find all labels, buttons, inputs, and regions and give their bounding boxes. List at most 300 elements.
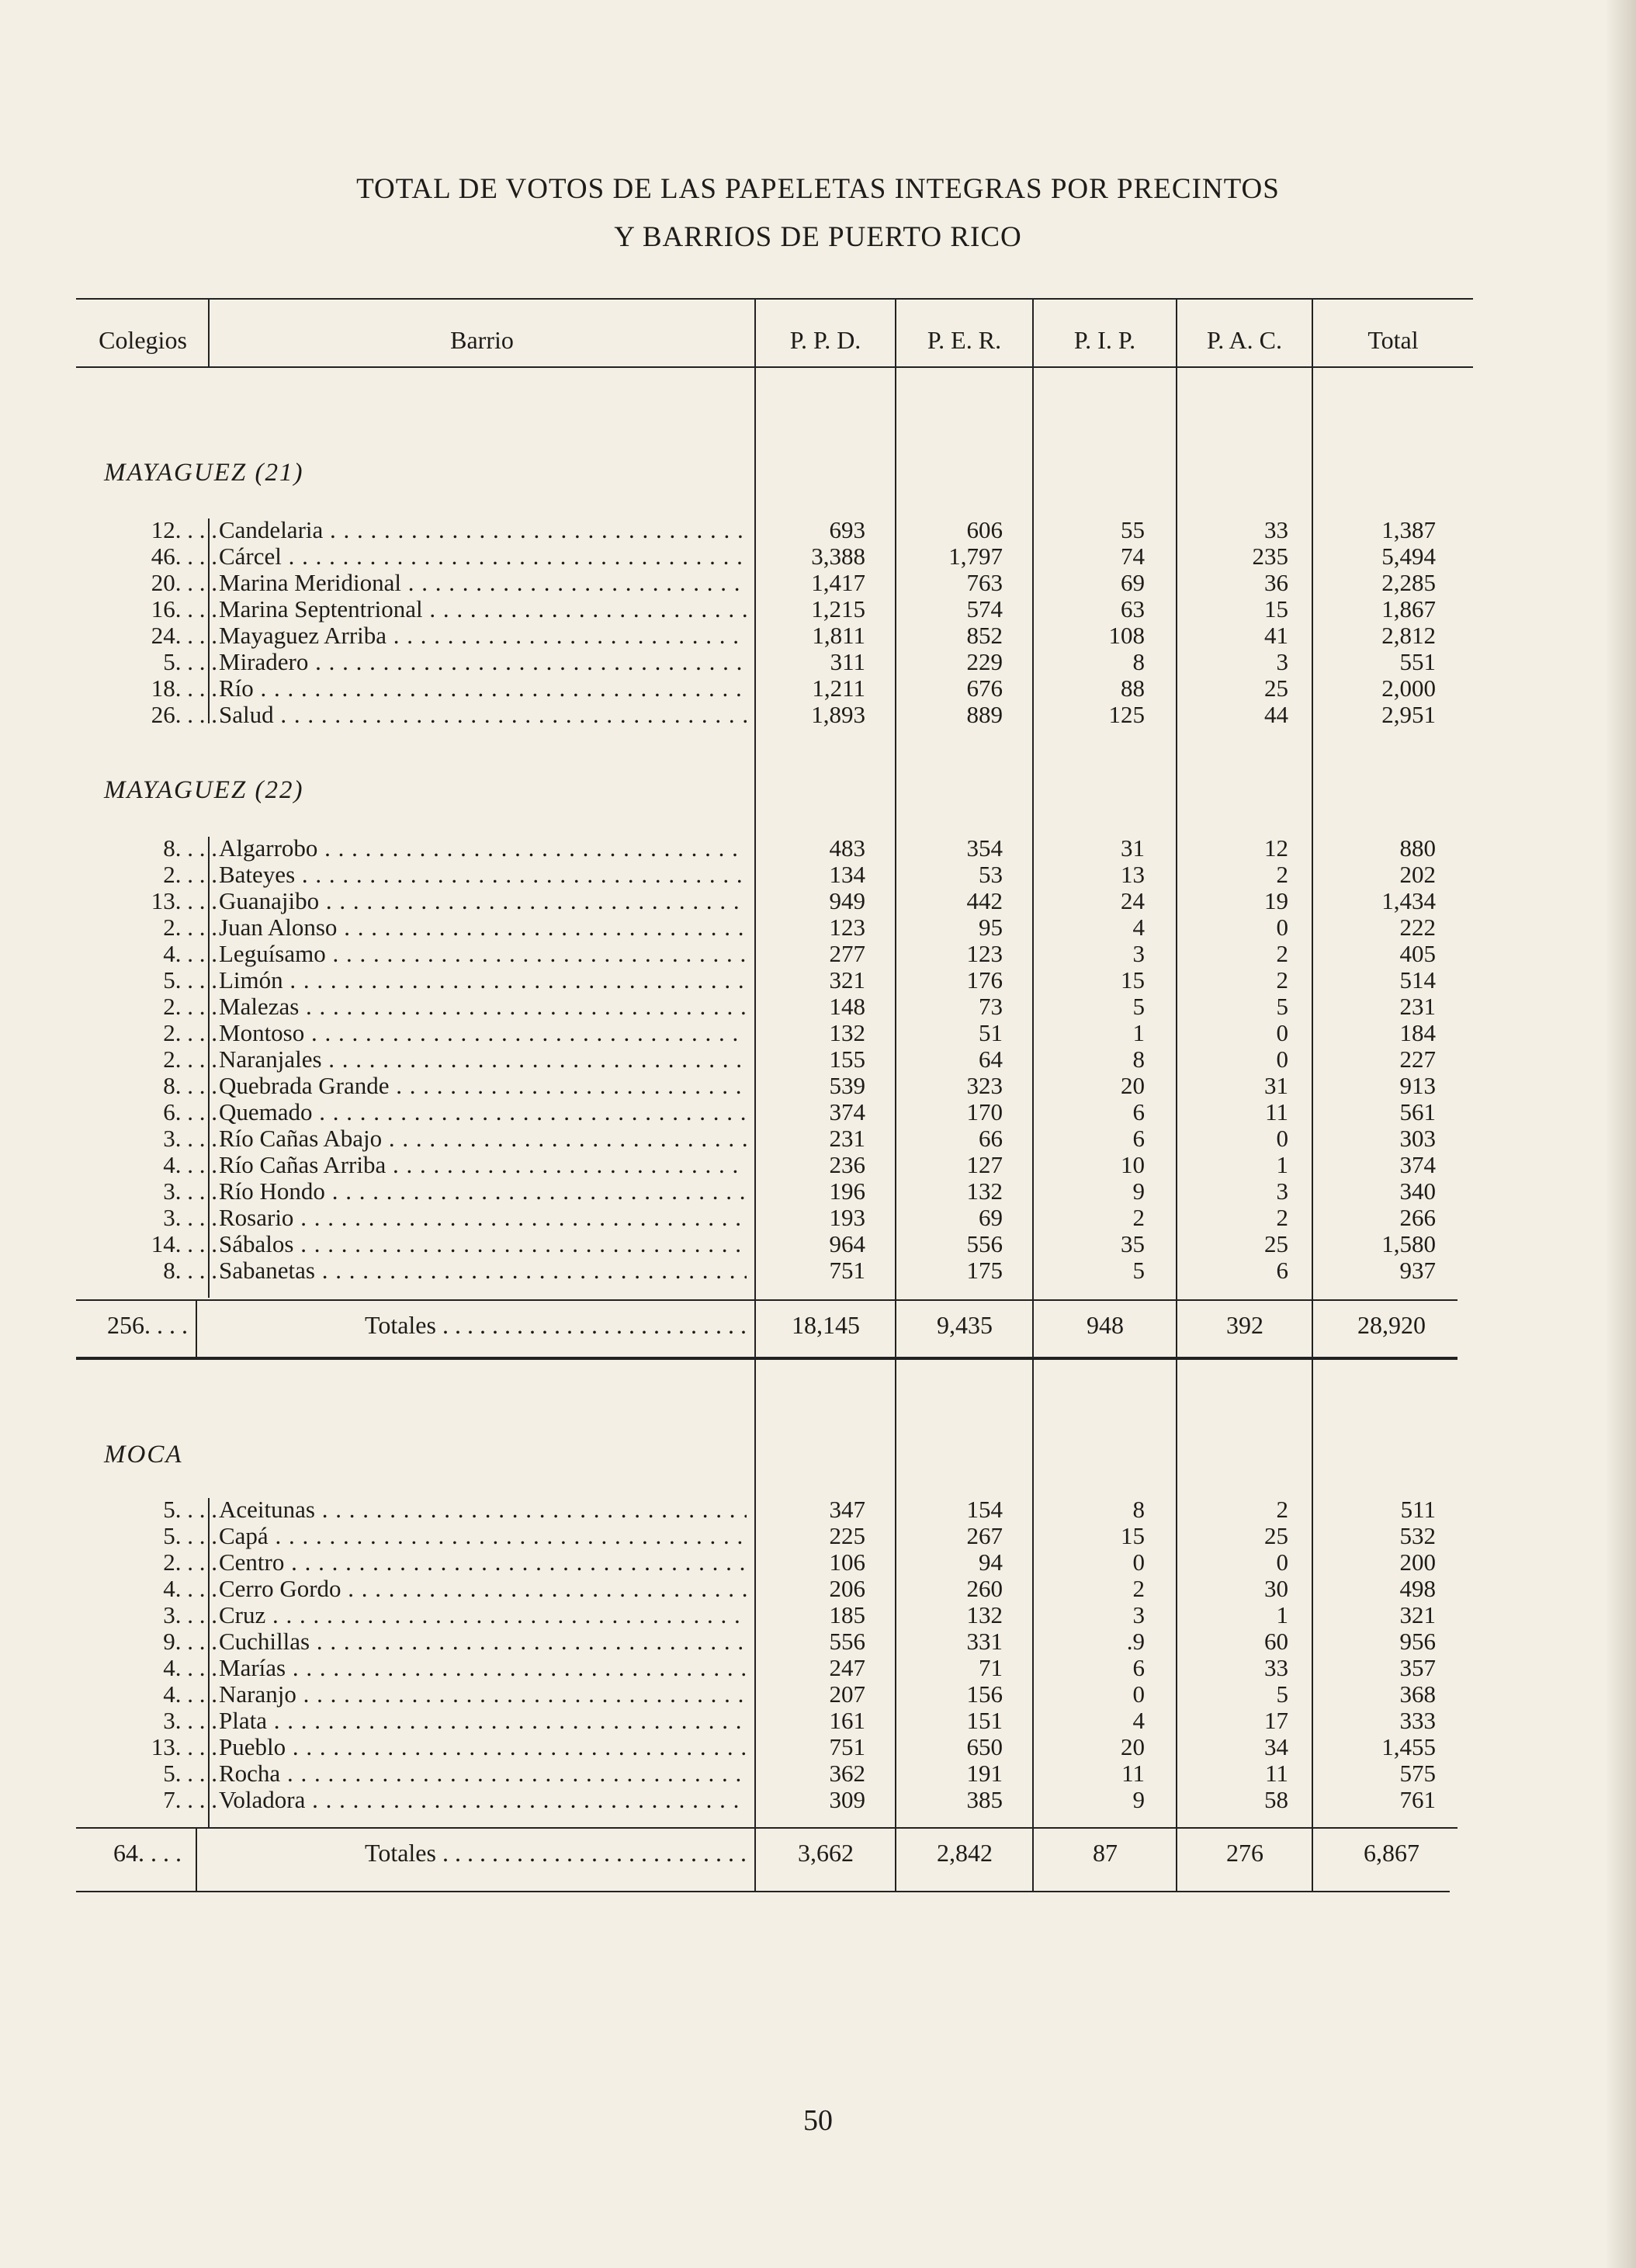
barrio-cell: Malezas . . .	[219, 994, 747, 1020]
ppd-cell: 751	[829, 1733, 865, 1760]
per-cell: 385	[966, 1786, 1003, 1813]
total-cell: 200	[1399, 1548, 1436, 1576]
table-row	[0, 1046, 1636, 1073]
barrio-cell: Rocha . . .	[219, 1760, 747, 1787]
barrio-cell: Marina Septentrional . . .	[219, 596, 747, 622]
barrio-cell: Algarrobo . . .	[219, 835, 747, 862]
totals-pac: 276	[1226, 1839, 1263, 1867]
totals-per: 2,842	[937, 1839, 993, 1867]
per-cell: 132	[966, 1601, 1003, 1628]
header-top-rule	[76, 298, 1473, 300]
pip-cell: 3	[1132, 940, 1145, 967]
ppd-cell: 193	[829, 1204, 865, 1231]
barrio-cell: Pueblo . . .	[219, 1734, 747, 1760]
table-row	[0, 1787, 1636, 1813]
pac-cell: 33	[1264, 516, 1288, 543]
barrio-cell: Naranjo . . .	[219, 1681, 747, 1708]
pac-cell: 0	[1276, 1046, 1288, 1073]
total-cell: 266	[1399, 1204, 1436, 1231]
pip-cell: 15	[1121, 1522, 1145, 1549]
table-row	[0, 1496, 1636, 1523]
table-row	[0, 914, 1636, 941]
section-title: MOCA	[104, 1441, 183, 1469]
pip-cell: 55	[1121, 516, 1145, 543]
pac-cell: 5	[1276, 993, 1288, 1020]
total-cell: 227	[1399, 1046, 1436, 1073]
per-cell: 53	[979, 861, 1003, 888]
ppd-cell: 374	[829, 1098, 865, 1125]
barrio-cell: Cerro Gordo . . .	[219, 1576, 747, 1602]
per-cell: 606	[966, 516, 1003, 543]
barrio-cell: Río Cañas Arriba . . .	[219, 1152, 747, 1178]
pip-cell: 69	[1121, 569, 1145, 596]
per-cell: 156	[966, 1680, 1003, 1708]
pac-cell: 2	[1276, 966, 1288, 994]
total-cell: 405	[1399, 940, 1436, 967]
pac-cell: 12	[1264, 834, 1288, 862]
pip-cell: 3	[1132, 1601, 1145, 1628]
table-row	[0, 1602, 1636, 1628]
table-row	[0, 1125, 1636, 1152]
pip-cell: 9	[1132, 1177, 1145, 1205]
table-row	[0, 862, 1636, 888]
colegios-cell: 3. . . .	[163, 1177, 217, 1205]
total-cell: 1,867	[1381, 595, 1436, 622]
total-cell: 231	[1399, 993, 1436, 1020]
table-row	[0, 517, 1636, 543]
pip-cell: 20	[1121, 1733, 1145, 1760]
barrio-cell: Voladora . . .	[219, 1787, 747, 1813]
pip-cell: 31	[1121, 834, 1145, 862]
per-cell: 260	[966, 1575, 1003, 1602]
ppd-cell: 693	[829, 516, 865, 543]
pip-cell: .9	[1126, 1628, 1145, 1655]
per-cell: 176	[966, 966, 1003, 994]
ppd-cell: 1,811	[812, 622, 865, 649]
colegios-cell: 6. . . .	[163, 1098, 217, 1125]
colegios-cell: 8. . . .	[163, 1257, 217, 1284]
barrio-cell: Marina Meridional . . .	[219, 570, 747, 596]
per-cell: 574	[966, 595, 1003, 622]
totals-row	[0, 1309, 1636, 1340]
ppd-cell: 556	[829, 1628, 865, 1655]
pip-cell: 5	[1132, 993, 1145, 1020]
total-cell: 340	[1399, 1177, 1436, 1205]
pip-cell: 35	[1121, 1230, 1145, 1257]
table-row	[0, 1257, 1636, 1284]
pac-cell: 25	[1264, 675, 1288, 702]
pac-cell: 30	[1264, 1575, 1288, 1602]
ppd-cell: 1,417	[811, 569, 865, 596]
colegios-cell: 7. . . .	[163, 1786, 217, 1813]
table-row	[0, 1099, 1636, 1125]
total-cell: 880	[1399, 834, 1436, 862]
ppd-cell: 483	[829, 834, 865, 862]
header-per: P. E. R.	[927, 326, 1002, 354]
pip-cell: 20	[1121, 1072, 1145, 1099]
per-cell: 354	[966, 834, 1003, 862]
ppd-cell: 949	[829, 887, 865, 914]
total-cell: 514	[1399, 966, 1436, 994]
per-cell: 69	[979, 1204, 1003, 1231]
totals-colegios: 64. . . .	[113, 1839, 182, 1867]
ppd-cell: 123	[829, 914, 865, 941]
barrio-cell: Cuchillas . . .	[219, 1628, 747, 1655]
pac-cell: 2	[1276, 1204, 1288, 1231]
per-cell: 94	[979, 1548, 1003, 1576]
per-cell: 175	[966, 1257, 1003, 1284]
total-cell: 222	[1399, 914, 1436, 941]
pac-cell: 15	[1264, 595, 1288, 622]
totals1-top-rule	[76, 1299, 1457, 1301]
table-row	[0, 1655, 1636, 1681]
colegios-cell: 46. . . .	[151, 543, 217, 570]
pac-cell: 33	[1264, 1654, 1288, 1681]
colegios-cell: 2. . . .	[163, 1019, 217, 1046]
pac-cell: 34	[1264, 1733, 1288, 1760]
colegios-cell: 3. . . .	[163, 1125, 217, 1152]
ppd-cell: 148	[829, 993, 865, 1020]
pac-cell: 0	[1276, 1019, 1288, 1046]
barrio-cell: Montoso . . .	[219, 1020, 747, 1046]
ppd-cell: 196	[829, 1177, 865, 1205]
pip-cell: 8	[1132, 1046, 1145, 1073]
total-cell: 956	[1399, 1628, 1436, 1655]
totals-label: Totales . . .	[365, 1837, 753, 1868]
total-cell: 532	[1399, 1522, 1436, 1549]
per-cell: 556	[966, 1230, 1003, 1257]
barrio-cell: Miradero . . .	[219, 649, 747, 675]
total-cell: 202	[1399, 861, 1436, 888]
pip-cell: 6	[1132, 1654, 1145, 1681]
total-cell: 937	[1399, 1257, 1436, 1284]
total-cell: 561	[1399, 1098, 1436, 1125]
colegios-cell: 4. . . .	[163, 1575, 217, 1602]
table-row	[0, 543, 1636, 570]
barrio-cell: Guanajibo . . .	[219, 888, 747, 914]
per-cell: 64	[979, 1046, 1003, 1073]
pac-cell: 19	[1264, 887, 1288, 914]
colegios-cell: 4. . . .	[163, 1654, 217, 1681]
totals-total: 28,920	[1357, 1311, 1426, 1339]
totals-pip: 948	[1087, 1311, 1124, 1339]
table-row	[0, 967, 1636, 994]
total-cell: 1,580	[1381, 1230, 1436, 1257]
ppd-cell: 206	[829, 1575, 865, 1602]
per-cell: 170	[966, 1098, 1003, 1125]
pac-cell: 2	[1276, 940, 1288, 967]
pip-cell: 74	[1121, 543, 1145, 570]
barrio-cell: Quebrada Grande . . .	[219, 1073, 747, 1099]
ppd-cell: 751	[829, 1257, 865, 1284]
ppd-cell: 1,211	[812, 675, 865, 702]
colegios-cell: 13. . . .	[151, 1733, 217, 1760]
header-total: Total	[1367, 326, 1419, 354]
pip-cell: 8	[1132, 648, 1145, 675]
colegios-cell: 5. . . .	[163, 648, 217, 675]
per-cell: 154	[966, 1496, 1003, 1523]
pip-cell: 15	[1121, 966, 1145, 994]
barrio-cell: Marías . . .	[219, 1655, 747, 1681]
colegios-cell: 18. . . .	[151, 675, 217, 702]
header-ppd: P. P. D.	[789, 326, 861, 354]
header-pip: P. I. P.	[1073, 326, 1136, 354]
per-cell: 323	[966, 1072, 1003, 1099]
totals-colegios: 256. . . .	[107, 1311, 188, 1339]
per-cell: 127	[966, 1151, 1003, 1178]
pac-cell: 11	[1265, 1098, 1288, 1125]
per-cell: 73	[979, 993, 1003, 1020]
pac-cell: 60	[1264, 1628, 1288, 1655]
totals-pip: 87	[1093, 1839, 1118, 1867]
pac-cell: 6	[1276, 1257, 1288, 1284]
per-cell: 132	[966, 1177, 1003, 1205]
pip-cell: 2	[1132, 1204, 1145, 1231]
per-cell: 267	[966, 1522, 1003, 1549]
per-cell: 151	[966, 1707, 1003, 1734]
barrio-cell: Centro . . .	[219, 1549, 747, 1576]
total-cell: 184	[1399, 1019, 1436, 1046]
table-row	[0, 1549, 1636, 1576]
ppd-cell: 311	[830, 648, 865, 675]
barrio-cell: Sábalos . . .	[219, 1231, 747, 1257]
colegios-cell: 3. . . .	[163, 1707, 217, 1734]
colegios-cell: 5. . . .	[163, 966, 217, 994]
total-cell: 357	[1399, 1654, 1436, 1681]
per-cell: 442	[966, 887, 1003, 914]
pac-cell: 31	[1264, 1072, 1288, 1099]
colegios-cell: 16. . . .	[151, 595, 217, 622]
section-title: MAYAGUEZ (22)	[104, 776, 304, 804]
barrio-cell: Cruz . . .	[219, 1602, 747, 1628]
barrio-cell: Naranjales . . .	[219, 1046, 747, 1073]
table-row	[0, 649, 1636, 675]
pip-cell: 88	[1121, 675, 1145, 702]
pac-cell: 44	[1264, 701, 1288, 728]
per-cell: 51	[979, 1019, 1003, 1046]
colegios-cell: 3. . . .	[163, 1601, 217, 1628]
total-cell: 321	[1399, 1601, 1436, 1628]
table-row	[0, 596, 1636, 622]
pac-cell: 11	[1265, 1760, 1288, 1787]
totals-ppd: 18,145	[792, 1311, 860, 1339]
per-cell: 71	[979, 1654, 1003, 1681]
table-bottom-rule	[76, 1891, 1450, 1892]
barrio-cell: Aceitunas . . .	[219, 1496, 747, 1523]
total-cell: 761	[1399, 1786, 1436, 1813]
barrio-cell: Quemado . . .	[219, 1099, 747, 1125]
table-row	[0, 1760, 1636, 1787]
ppd-cell: 321	[829, 966, 865, 994]
pac-cell: 2	[1276, 861, 1288, 888]
totals1-bottom-rule	[76, 1357, 1457, 1360]
colegios-cell: 20. . . .	[151, 569, 217, 596]
table-row	[0, 675, 1636, 702]
table-row	[0, 1681, 1636, 1708]
totals-pac: 392	[1226, 1311, 1263, 1339]
total-cell: 303	[1399, 1125, 1436, 1152]
table-title-line1: TOTAL DE VOTOS DE LAS PAPELETAS INTEGRAS POR PRECINTOS	[356, 173, 1280, 205]
ppd-cell: 134	[829, 861, 865, 888]
pac-cell: 1	[1276, 1151, 1288, 1178]
pac-cell: 0	[1276, 1125, 1288, 1152]
colegios-cell: 2. . . .	[163, 914, 217, 941]
total-cell: 374	[1399, 1151, 1436, 1178]
per-cell: 229	[966, 648, 1003, 675]
colegios-cell: 26. . . .	[151, 701, 217, 728]
colegios-cell: 12. . . .	[151, 516, 217, 543]
table-row	[0, 835, 1636, 862]
colegios-cell: 14. . . .	[151, 1230, 217, 1257]
table-row	[0, 1523, 1636, 1549]
ppd-cell: 347	[829, 1496, 865, 1523]
per-cell: 123	[966, 940, 1003, 967]
total-cell: 1,387	[1381, 516, 1436, 543]
totals-total: 6,867	[1364, 1839, 1419, 1867]
pac-cell: 25	[1264, 1230, 1288, 1257]
table-row	[0, 994, 1636, 1020]
pac-cell: 36	[1264, 569, 1288, 596]
total-cell: 2,812	[1381, 622, 1436, 649]
totals-row	[0, 1837, 1636, 1868]
totals-label: Totales . . .	[365, 1309, 753, 1340]
total-cell: 333	[1399, 1707, 1436, 1734]
table-row	[0, 1628, 1636, 1655]
pip-cell: 108	[1108, 622, 1145, 649]
pip-cell: 125	[1108, 701, 1145, 728]
table-row	[0, 1205, 1636, 1231]
barrio-cell: Bateyes . . .	[219, 862, 747, 888]
ppd-cell: 3,388	[811, 543, 865, 570]
per-cell: 889	[966, 701, 1003, 728]
total-cell: 5,494	[1381, 543, 1436, 570]
table-row	[0, 1020, 1636, 1046]
pip-cell: 11	[1121, 1760, 1145, 1787]
colegios-cell: 4. . . .	[163, 1680, 217, 1708]
ppd-cell: 362	[829, 1760, 865, 1787]
ppd-cell: 247	[829, 1654, 865, 1681]
page-number: 50	[803, 2104, 833, 2137]
per-cell: 66	[979, 1125, 1003, 1152]
table-row	[0, 1152, 1636, 1178]
totals2-top-rule	[76, 1827, 1457, 1829]
colegios-cell: 2. . . .	[163, 1046, 217, 1073]
total-cell: 551	[1399, 648, 1436, 675]
pac-cell: 0	[1276, 914, 1288, 941]
ppd-cell: 106	[829, 1548, 865, 1576]
ppd-cell: 309	[829, 1786, 865, 1813]
table-row	[0, 1178, 1636, 1205]
colegios-cell: 5. . . .	[163, 1496, 217, 1523]
table-row	[0, 941, 1636, 967]
total-cell: 1,455	[1381, 1733, 1436, 1760]
ppd-cell: 185	[829, 1601, 865, 1628]
total-cell: 2,000	[1381, 675, 1436, 702]
pac-cell: 2	[1276, 1496, 1288, 1523]
pac-cell: 5	[1276, 1680, 1288, 1708]
barrio-cell: Río Cañas Abajo . . .	[219, 1125, 747, 1152]
pac-cell: 1	[1276, 1601, 1288, 1628]
ppd-cell: 539	[829, 1072, 865, 1099]
total-cell: 368	[1399, 1680, 1436, 1708]
barrio-cell: Cárcel . . .	[219, 543, 747, 570]
colegios-cell: 9. . . .	[163, 1628, 217, 1655]
section-title: MAYAGUEZ (21)	[104, 459, 304, 487]
pip-cell: 10	[1121, 1151, 1145, 1178]
per-cell: 1,797	[948, 543, 1003, 570]
total-cell: 2,951	[1381, 701, 1436, 728]
per-cell: 852	[966, 622, 1003, 649]
pip-cell: 5	[1132, 1257, 1145, 1284]
pip-cell: 8	[1132, 1496, 1145, 1523]
pac-cell: 3	[1276, 648, 1288, 675]
ppd-cell: 155	[829, 1046, 865, 1073]
totals-ppd: 3,662	[798, 1839, 854, 1867]
pip-cell: 0	[1132, 1548, 1145, 1576]
barrio-cell: Salud . . .	[219, 702, 747, 728]
barrio-cell: Río Hondo . . .	[219, 1178, 747, 1205]
barrio-cell: Limón . . .	[219, 967, 747, 994]
pip-cell: 0	[1132, 1680, 1145, 1708]
colegios-cell: 13. . . .	[151, 887, 217, 914]
barrio-cell: Capá . . .	[219, 1523, 747, 1549]
pip-cell: 13	[1121, 861, 1145, 888]
pip-cell: 1	[1132, 1019, 1145, 1046]
barrio-cell: Mayaguez Arriba . . .	[219, 622, 747, 649]
pac-cell: 0	[1276, 1548, 1288, 1576]
pac-cell: 58	[1264, 1786, 1288, 1813]
ppd-cell: 964	[829, 1230, 865, 1257]
colegios-cell: 2. . . .	[163, 1548, 217, 1576]
header-pac: P. A. C.	[1207, 326, 1282, 354]
ppd-cell: 236	[829, 1151, 865, 1178]
per-cell: 331	[966, 1628, 1003, 1655]
header-bottom-rule	[76, 366, 1473, 368]
ppd-cell: 231	[829, 1125, 865, 1152]
table-row	[0, 1576, 1636, 1602]
barrio-cell: Candelaria . . .	[219, 517, 747, 543]
pip-cell: 6	[1132, 1125, 1145, 1152]
barrio-cell: Sabanetas . . .	[219, 1257, 747, 1284]
table-row	[0, 1231, 1636, 1257]
pip-cell: 2	[1132, 1575, 1145, 1602]
total-cell: 511	[1400, 1496, 1436, 1523]
colegios-cell: 24. . . .	[151, 622, 217, 649]
colegios-cell: 8. . . .	[163, 1072, 217, 1099]
table-row	[0, 1073, 1636, 1099]
table-row	[0, 1734, 1636, 1760]
pip-cell: 4	[1132, 914, 1145, 941]
pip-cell: 6	[1132, 1098, 1145, 1125]
colegios-cell: 8. . . .	[163, 834, 217, 862]
ppd-cell: 161	[829, 1707, 865, 1734]
per-cell: 650	[966, 1733, 1003, 1760]
pac-cell: 17	[1264, 1707, 1288, 1734]
table-title-line2: Y BARRIOS DE PUERTO RICO	[614, 221, 1022, 253]
colegios-cell: 5. . . .	[163, 1760, 217, 1787]
barrio-cell: Río . . .	[219, 675, 747, 702]
pip-cell: 63	[1121, 595, 1145, 622]
header-barrio: Barrio	[450, 326, 514, 354]
header-colegios: Colegios	[99, 326, 187, 354]
colegios-cell: 5. . . .	[163, 1522, 217, 1549]
per-cell: 191	[966, 1760, 1003, 1787]
total-cell: 575	[1399, 1760, 1436, 1787]
per-cell: 676	[966, 675, 1003, 702]
barrio-cell: Rosario . . .	[219, 1205, 747, 1231]
table-row	[0, 888, 1636, 914]
colegios-cell: 2. . . .	[163, 861, 217, 888]
